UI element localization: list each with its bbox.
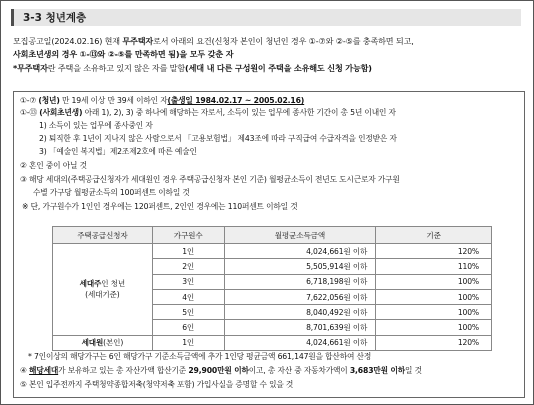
cell-income: 8,701,639원 이하	[224, 320, 376, 335]
condition-label: (사회초년생)	[39, 108, 83, 117]
member-label-bold: 세대원	[81, 338, 104, 348]
cell-pct: 100%	[376, 305, 492, 320]
condition-number: ①-⑦	[20, 96, 39, 105]
cell-members: 5인	[152, 305, 224, 320]
condition-text: 아래 1), 2), 3) 중 하나에 해당하는 자로서, 소득이 있는 업무에 종사한 기간이 총 5년 이내인 자	[82, 108, 396, 117]
condition-sub-2: 2) 퇴직한 후 1년이 지나지 않은 사람으로서 「고용보험법」 제43조에 따라 구직급여 수급자격을 인정받은 자	[39, 134, 397, 143]
income-table	[52, 226, 492, 351]
condition-number: ④	[20, 366, 30, 375]
cell-members: 4인	[152, 289, 224, 304]
cell-income: 4,024,661원 이하	[224, 335, 376, 350]
cell-income: 8,040,492원 이하	[224, 305, 376, 320]
cell-members: 2인	[152, 259, 224, 274]
cell-pct: 100%	[376, 274, 492, 289]
condition-unmarried: ② 혼인 중이 아닐 것	[20, 161, 87, 170]
condition-label: (청년)	[38, 96, 60, 105]
assets-household: 해당세대	[29, 366, 59, 375]
cell-income: 5,505,914원 이하	[224, 259, 376, 274]
condition-sub-1: 1) 소득이 있는 업무에 종사중인 자	[39, 121, 153, 130]
conditions-box	[13, 91, 525, 398]
condition-text: 만 19세 이상 만 39세 이하인 자	[59, 96, 168, 105]
cell-pct: 120%	[376, 244, 492, 259]
intro-text: 모집공고일(2024.02.16) 현재	[13, 36, 123, 46]
cell-members: 6인	[152, 320, 224, 335]
header-income: 월평균소득금액	[224, 227, 376, 244]
group-label-sub: (세대기준)	[85, 290, 120, 300]
member-label: (본인)	[103, 338, 124, 348]
cell-income: 4,024,661원 이하	[224, 244, 376, 259]
group-householder	[53, 244, 153, 336]
intro-text: 로서 아래의 요건(신청자 본인이 청년인 경우 ①-⑦와 ②-⑤를 충족하면 되고,	[153, 36, 414, 46]
cell-members: 3인	[152, 274, 224, 289]
assets-text: 이고, 총 자산 중 자동차가액이	[248, 366, 350, 375]
cell-members: 1인	[152, 244, 224, 259]
condition-savings: ⑤ 본인 입주전까지 주택청약종합저축(청약저축 포함) 가입사실을 증명할 수 있을 것	[20, 380, 294, 389]
vehicle-limit: 3,683만원 이하	[349, 366, 406, 375]
cell-pct: 100%	[376, 320, 492, 335]
condition-number: ①-⑬	[20, 108, 40, 117]
cell-pct: 100%	[376, 289, 492, 304]
assets-limit: 29,900만원 이하	[188, 366, 249, 375]
condition-income-line-1: ③ 해당 세대의(주택공급신청자가 세대원인 경우 주택공급신청자 본인 기준) 월평균소득이 전년도 도시근로자 가구원	[20, 175, 400, 184]
header-criterion: 기준	[376, 227, 492, 244]
condition-youth	[20, 95, 304, 106]
table-row	[53, 244, 492, 259]
intro-line-2: 사회초년생의 경우 ①-⑬와 ②-⑤를 만족하면 됨)을 모두 갖춘 자	[13, 49, 234, 60]
assets-text: 일 것	[405, 366, 422, 375]
condition-assets	[20, 365, 422, 376]
header-members: 가구원수	[152, 227, 224, 244]
group-label-bold: 세대주	[79, 279, 102, 289]
cell-pct: 110%	[376, 259, 492, 274]
condition-income-note: ※ 단, 가구원수가 1인인 경우에는 120퍼센트, 2인인 경우에는 110퍼센트 이하일 것	[22, 202, 298, 211]
section-header	[11, 9, 521, 26]
group-member	[53, 335, 153, 350]
intro-note-term: *무주택자	[13, 62, 48, 73]
condition-income-line-2: 수별 가구당 월평균소득의 100퍼센트 이하일 것	[33, 188, 190, 197]
section-title: 3-3 청년계층	[23, 12, 87, 24]
cell-pct: 120%	[376, 335, 492, 350]
header-applicant: 주택공급신청자	[53, 227, 153, 244]
intro-paragraph	[13, 35, 527, 75]
cell-income: 6,718,198원 이하	[224, 274, 376, 289]
assets-text: 가 보유하고 있는 총 자산가액 합산기준	[58, 366, 189, 375]
table-footnote: * 7인이상의 해당가구는 6인 해당가구 기준소득금액에 추가 1인당 평균금액 661,147원을 합산하여 산정	[28, 352, 372, 361]
intro-line-1	[13, 35, 527, 48]
cell-members: 1인	[152, 335, 224, 350]
intro-note-text: 란 주택을 소유하고 있지 않은 자를 말함	[47, 62, 186, 73]
group-label: 인 청년	[101, 279, 126, 289]
condition-sub-3: 3) 「예술인 복지법」제2조제2호에 따른 예술인	[39, 147, 197, 156]
intro-line-3	[13, 62, 527, 75]
table-row-member	[53, 335, 492, 350]
intro-note-bold: (세대 내 다른 구성원이 주택을 소유해도 신청 가능함)	[185, 62, 372, 73]
condition-birth-range: (출생일 1984.02.17 ~ 2005.02.16)	[167, 96, 305, 105]
cell-income: 7,622,056원 이하	[224, 289, 376, 304]
table-header-row	[53, 227, 492, 244]
intro-bold-term: 무주택자	[122, 36, 154, 46]
condition-early-career	[20, 107, 396, 118]
